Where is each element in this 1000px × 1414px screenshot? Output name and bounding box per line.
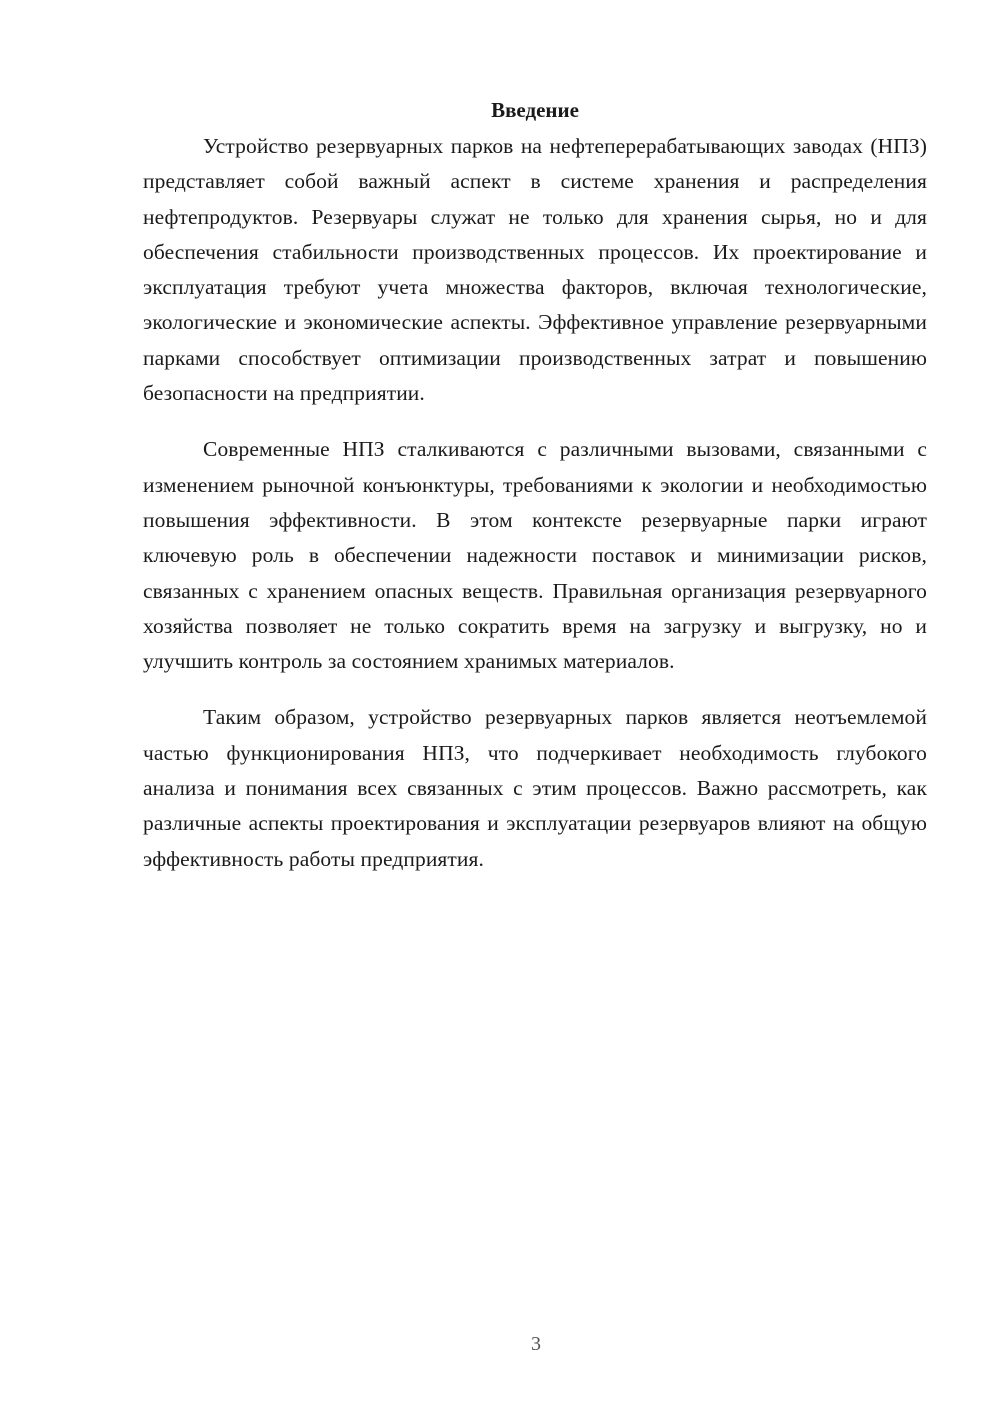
page-number: 3 [531,1333,541,1355]
paragraph-3: Таким образом, устройство резервуарных парков является неотъемлемой частью функционирования НПЗ, что подчеркивает необходимость глубокого анализа и понимания всех связанных с этим процессов. Важно рассмотреть, как различные аспекты проектирования и эксплуатации резервуаров влияют на общую эффективность работы предприятия. [143,705,927,871]
page-content [143,95,927,898]
paragraph-1: Устройство резервуарных парков на нефтеперерабатывающих заводах (НПЗ) представляет собой важный аспект в системе хранения и распределения нефтепродуктов. Резервуары служат не только для хранения сырья, но и для обеспечения стабильности производственных процессов. Их проектирование и эксплуатация требуют учета множества факторов, включая технологические, экологические и экономические аспекты. Эффективное управление резервуарными парками способствует оптимизации производственных затрат и повышению безопасности на предприятии. [143,134,927,406]
paragraph-2: Современные НПЗ сталкиваются с различными вызовами, связанными с изменением рыночной конъюнктуры, требованиями к экологии и необходимостью повышения эффективности. В этом контексте резервуарные парки играют ключевую роль в обеспечении надежности поставок и минимизации рисков, связанных с хранением опасных веществ. Правильная организация резервуарного хозяйства позволяет не только сократить время на загрузку и выгрузку, но и улучшить контроль за состоянием хранимых материалов. [143,437,927,674]
section-title: Введение [491,98,579,122]
